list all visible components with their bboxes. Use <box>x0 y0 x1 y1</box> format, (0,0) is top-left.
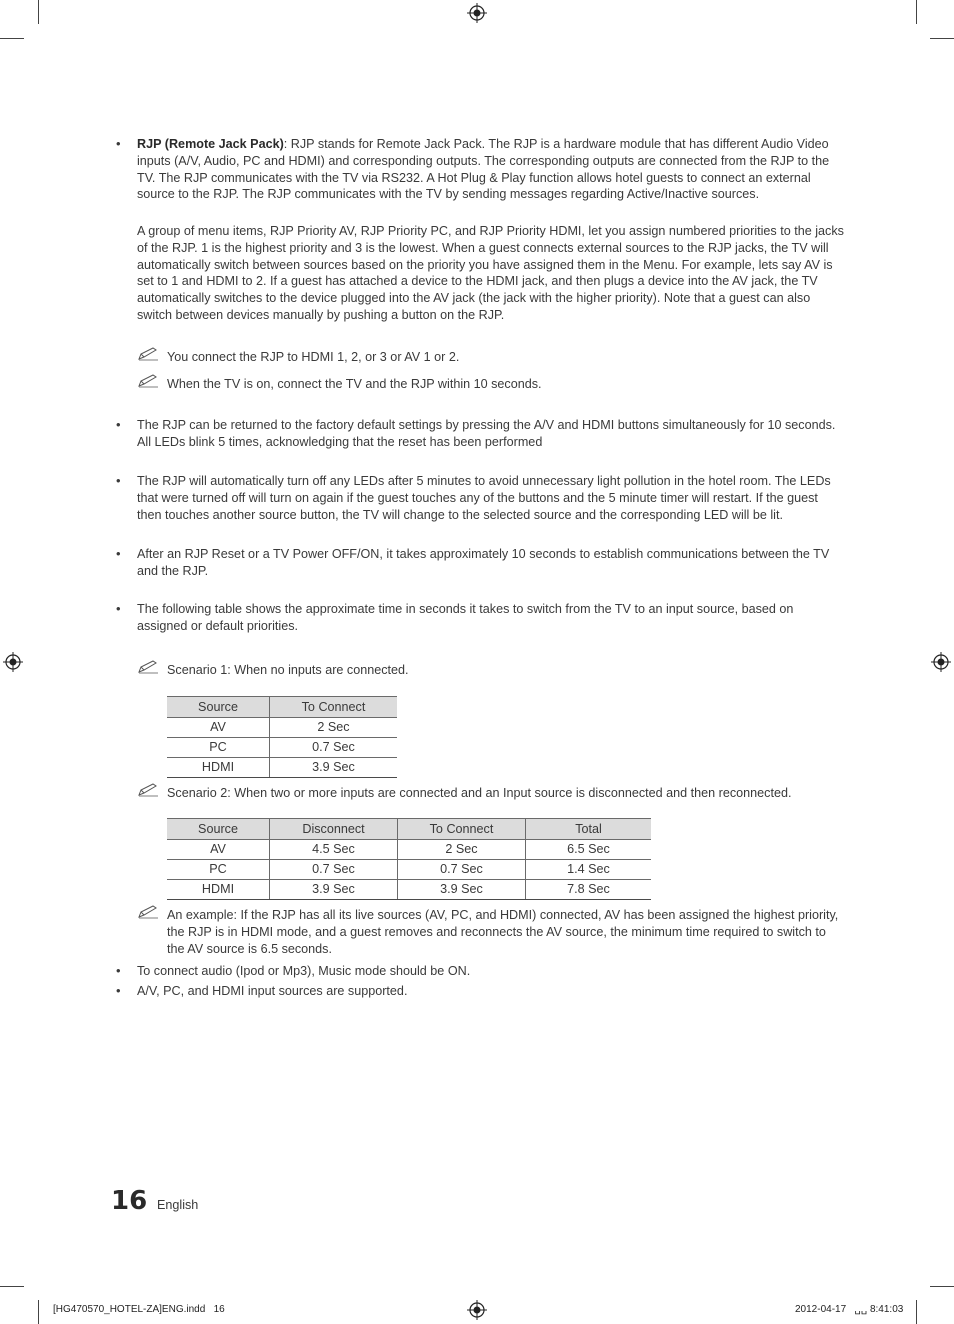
table-header-cell: Source <box>167 697 270 718</box>
communication-text: After an RJP Reset or a TV Power OFF/ON, it takes approximately 10 seconds to establish communications between the TV and the RJP. <box>137 547 830 578</box>
table-cell: 1.4 Sec <box>526 860 652 880</box>
table-row <box>167 840 651 860</box>
crop-mark <box>0 38 24 39</box>
registration-mark-icon <box>467 1300 487 1320</box>
registration-mark-icon <box>931 652 951 672</box>
table-cell: 7.8 Sec <box>526 880 652 900</box>
table-cell: PC <box>167 860 270 880</box>
table-cell: 6.5 Sec <box>526 840 652 860</box>
table-cell: 3.9 Sec <box>270 880 398 900</box>
scenario2-table <box>167 818 651 900</box>
table-cell: HDMI <box>167 758 270 778</box>
table-header-row <box>167 697 397 718</box>
bullet-marker: • <box>116 963 121 978</box>
table-cell: 3.9 Sec <box>398 880 526 900</box>
table-header-cell: Total <box>526 819 652 840</box>
scenario1-label: Scenario 1: When no inputs are connected. <box>167 663 409 677</box>
table-cell: 2 Sec <box>398 840 526 860</box>
page-language: English <box>157 1198 199 1212</box>
slug-filename: [HG470570_HOTEL-ZA]ENG.indd 16 <box>53 1304 225 1315</box>
table-row <box>167 718 397 738</box>
crop-mark <box>916 0 917 24</box>
scenario1-table <box>167 696 397 778</box>
pencil-note-icon <box>137 374 159 388</box>
rjp-text: : RJP stands for Remote Jack Pack. The RJP is a hardware module that has different Audio Video inputs (A/V, Audio, PC and HDMI) and corresponding outputs. The corresponding outputs are connected from the RJP to the TV. The RJP communicates with the TV via RS232. A Hot Plug & Play function allows hotel guests to connect an external source to the RJP. The RJP communicates with the TV by sending messages regarding Active/Inactive sources. <box>137 137 830 202</box>
pencil-note-icon <box>137 905 159 919</box>
bullet-marker: • <box>116 136 121 151</box>
registration-mark-icon <box>467 3 487 23</box>
table-cell: PC <box>167 738 270 758</box>
table-cell: HDMI <box>167 880 270 900</box>
rjp-description <box>137 136 845 203</box>
crop-mark <box>930 1286 954 1287</box>
table-header-cell: To Connect <box>398 819 526 840</box>
rjp-title: RJP (Remote Jack Pack) <box>137 137 284 151</box>
pencil-note-icon <box>137 660 159 674</box>
slug-datetime: 2012-04-17 ␣␣ 8:41:03 <box>795 1304 904 1315</box>
bullet-marker: • <box>116 473 121 488</box>
pencil-note-icon <box>137 783 159 797</box>
table-row <box>167 860 651 880</box>
table-cell: AV <box>167 840 270 860</box>
table-cell: 0.7 Sec <box>398 860 526 880</box>
table-row <box>167 738 397 758</box>
table-intro-text: The following table shows the approximate time in seconds it takes to switch from the TV to an input source, based on assigned or default priorities. <box>137 602 794 633</box>
pencil-note-icon <box>137 347 159 361</box>
bullet-marker: • <box>116 546 121 561</box>
crop-mark <box>930 38 954 39</box>
table-row <box>167 880 651 900</box>
crop-mark <box>916 1300 917 1324</box>
table-row <box>167 758 397 778</box>
table-cell: 3.9 Sec <box>270 758 398 778</box>
audio-text: To connect audio (Ipod or Mp3), Music mode should be ON. <box>137 964 471 978</box>
table-cell: 0.7 Sec <box>270 860 398 880</box>
crop-mark <box>0 1286 24 1287</box>
example-note: An example: If the RJP has all its live sources (AV, PC, and HDMI) connected, AV has been assigned the highest priority, the RJP is in HDMI mode, and a guest removes and reconnects the AV source, the minimum time required to switch to the AV source is 6.5 seconds. <box>167 908 839 956</box>
table-header-cell: To Connect <box>270 697 398 718</box>
table-cell: AV <box>167 718 270 738</box>
leds-text: The RJP will automatically turn off any LEDs after 5 minutes to avoid unnecessary light pollution in the hotel room. The LEDs that were turned off will turn on again if the guest touches any of the buttons and the 5 minute timer will restart. If the guest then touches another source button, the TV will change to the selected source and the corresponding LED will be lit. <box>137 474 831 522</box>
note-connect-timing: When the TV is on, connect the TV and the RJP within 10 seconds. <box>167 377 542 391</box>
crop-mark <box>38 1300 39 1324</box>
page-number: 16 <box>111 1186 148 1216</box>
bullet-marker: • <box>116 417 121 432</box>
note-hdmi-av: You connect the RJP to HDMI 1, 2, or 3 or AV 1 or 2. <box>167 350 460 364</box>
bullet-marker: • <box>116 601 121 616</box>
registration-mark-icon <box>3 652 23 672</box>
rjp-priority-text: A group of menu items, RJP Priority AV, RJP Priority PC, and RJP Priority HDMI, let you assign numbered priorities to the jacks of the RJP. 1 is the highest priority and 3 is the lowest. When a guest connects external sources to the RJP jacks, the TV will automatically switch between sources based on the priority you have assigned them in the Menu. For example, lets say AV is set to 1 and HDMI to 2. If a guest has attached a device to the HDMI jack, and then plugs a device into the AV jack, the TV automatically switches to the device plugged into the AV jack (the jack with the higher priority). Note that a guest can also switch between devices manually by pushing a button on the RJP. <box>137 224 844 322</box>
bullet-marker: • <box>116 983 121 998</box>
table-cell: 4.5 Sec <box>270 840 398 860</box>
crop-mark <box>38 0 39 24</box>
table-cell: 0.7 Sec <box>270 738 398 758</box>
reset-text: The RJP can be returned to the factory default settings by pressing the A/V and HDMI buttons simultaneously for 10 seconds. All LEDs blink 5 times, acknowledging that the reset has been performed <box>137 418 836 449</box>
sources-text: A/V, PC, and HDMI input sources are supported. <box>137 984 408 998</box>
table-header-cell: Source <box>167 819 270 840</box>
scenario2-label: Scenario 2: When two or more inputs are connected and an Input source is disconnected and then reconnected. <box>167 786 792 800</box>
table-header-cell: Disconnect <box>270 819 398 840</box>
table-cell: 2 Sec <box>270 718 398 738</box>
table-header-row <box>167 819 651 840</box>
